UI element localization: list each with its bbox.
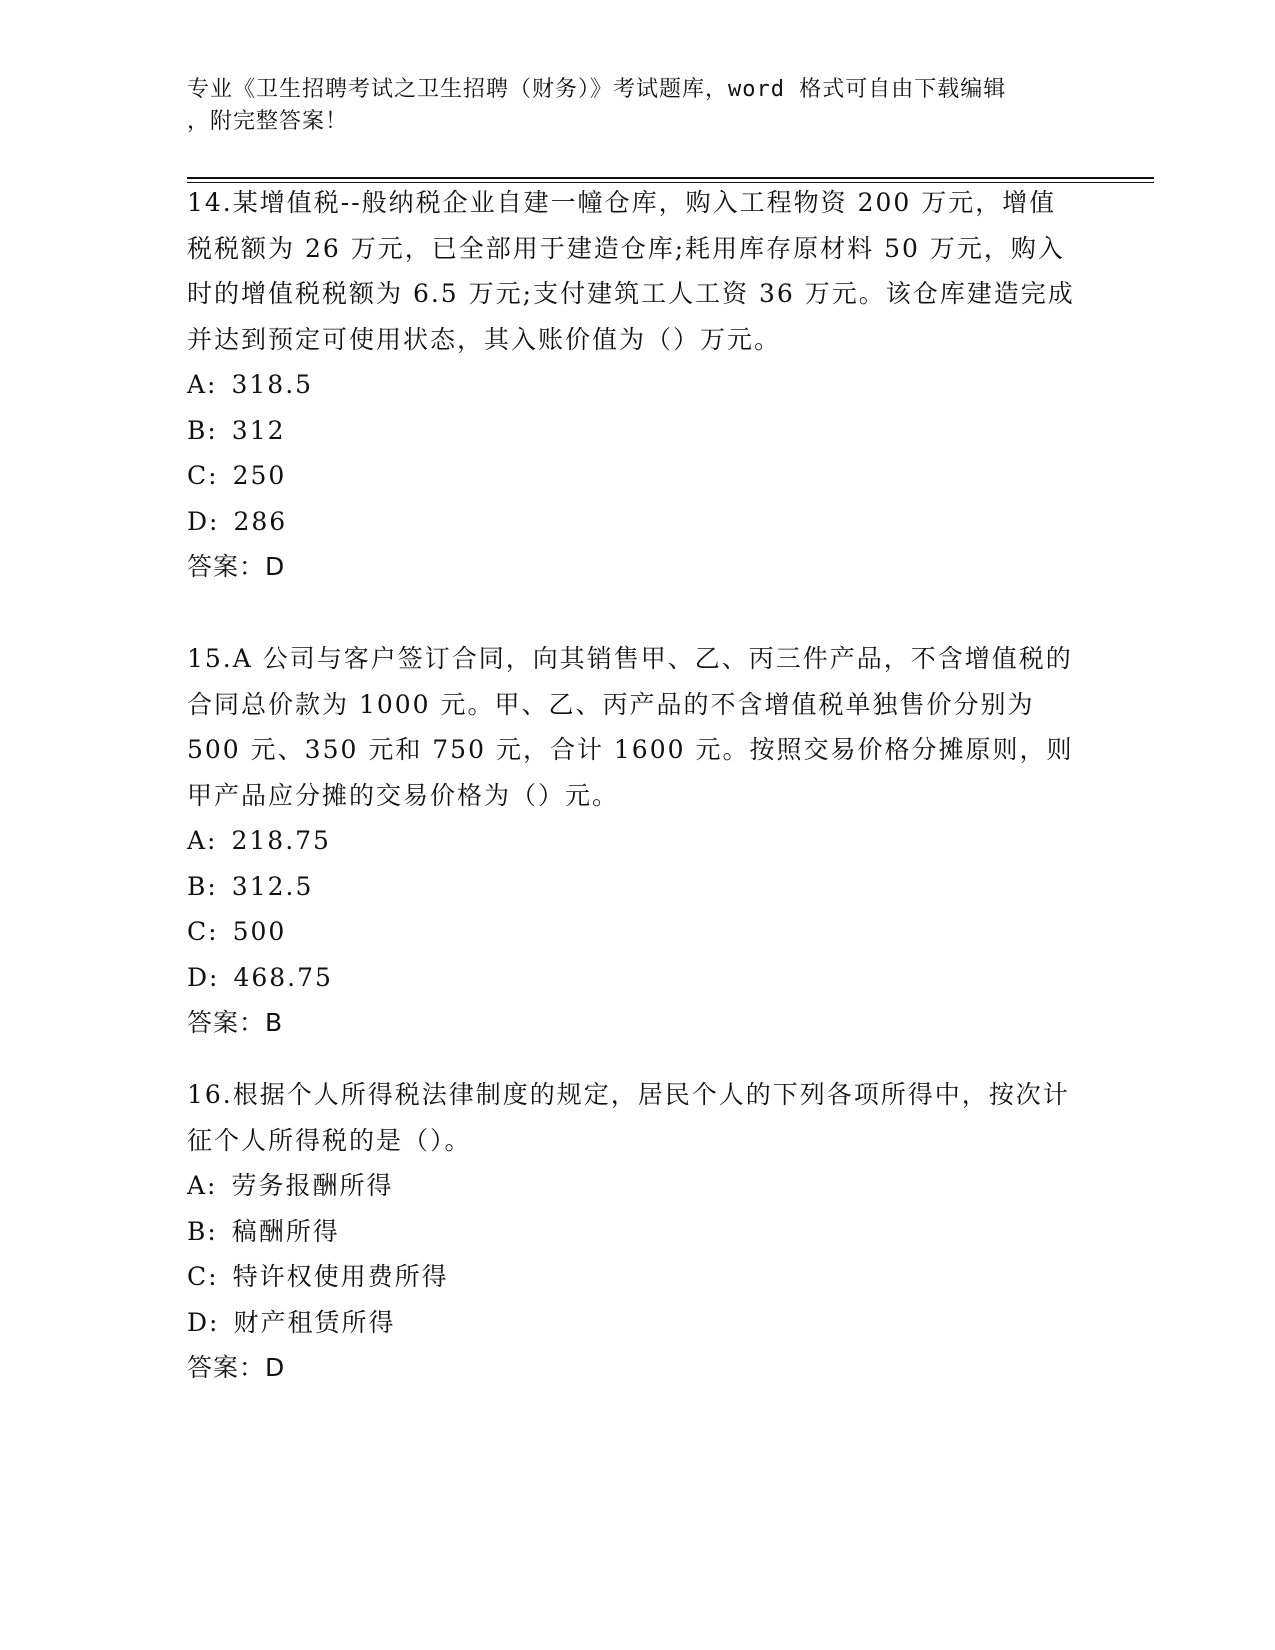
option-key: B: (187, 871, 218, 901)
header-line-1: 专业《卫生招聘考试之卫生招聘（财务）》考试题库，word 格式可自由下载编辑 (187, 77, 1007, 102)
answer-line: 答案：D (187, 552, 286, 581)
option-d (187, 1300, 1087, 1346)
option-key: D: (187, 1307, 220, 1337)
option-value: 财产租赁所得 (233, 1307, 396, 1337)
option-b (187, 408, 1087, 454)
option-c (187, 1254, 1087, 1300)
option-value: 特许权使用费所得 (232, 1262, 449, 1291)
question-16 (187, 1072, 1087, 1391)
header-line-2: ，附完整答案！ (187, 109, 349, 134)
answer-line: 答案：D (187, 1353, 286, 1382)
option-value: 286 (233, 506, 288, 536)
option-key: C: (187, 1262, 219, 1291)
option-value: 312 (231, 415, 286, 445)
option-d (187, 499, 1087, 545)
option-value: 500 (232, 917, 287, 946)
option-value: 250 (232, 461, 287, 490)
option-value: 318.5 (231, 370, 314, 399)
option-d (187, 955, 1087, 1001)
option-value: 稿酬所得 (231, 1216, 340, 1246)
question-text: 14.某增值税--般纳税企业自建一幢仓库，购入工程物资 200 万元，增值税税额为 26 万元，已全部用于建造仓库;耗用库存原材料 50 万元，购入时的增值税税额为 6.5 万元;支付建筑工人工资 36 万元。该仓库建造完成并达到预定可使用状态，其入账价值为（）万元。 (187, 188, 1075, 354)
question-text: 15.A 公司与客户签订合同，向其销售甲、乙、丙三件产品，不含增值税的合同总价款为 1000 元。甲、乙、丙产品的不含增值税单独售价分别为 500 元、350 元和 750 元，合计 1600 元。按照交易价格分摊原则，则甲产品应分摊的交易价格为（）元。 (187, 644, 1074, 810)
answer-line: 答案：B (187, 1008, 284, 1037)
option-a (187, 1163, 1087, 1209)
option-b (187, 864, 1087, 910)
question-text: 16.根据个人所得税法律制度的规定，居民个人的下列各项所得中，按次计征个人所得税的是（）。 (187, 1080, 1070, 1155)
option-key: C: (187, 917, 219, 946)
question-14 (187, 180, 1087, 590)
option-c (187, 453, 1087, 499)
header-divider (187, 177, 1154, 179)
option-c (187, 909, 1087, 955)
option-key: C: (187, 461, 219, 490)
option-key: D: (187, 962, 220, 992)
option-key: B: (187, 415, 218, 445)
option-value: 312.5 (231, 871, 314, 901)
option-key: A: (187, 826, 218, 855)
option-value: 劳务报酬所得 (231, 1171, 394, 1200)
option-a (187, 818, 1087, 864)
option-key: A: (187, 1171, 218, 1200)
option-a (187, 362, 1087, 408)
document-header (187, 74, 1067, 138)
option-b (187, 1209, 1087, 1255)
option-key: D: (187, 506, 220, 536)
option-value: 468.75 (233, 962, 333, 992)
option-value: 218.75 (231, 826, 331, 855)
option-key: B: (187, 1216, 218, 1246)
option-key: A: (187, 370, 218, 399)
question-15 (187, 636, 1087, 1046)
